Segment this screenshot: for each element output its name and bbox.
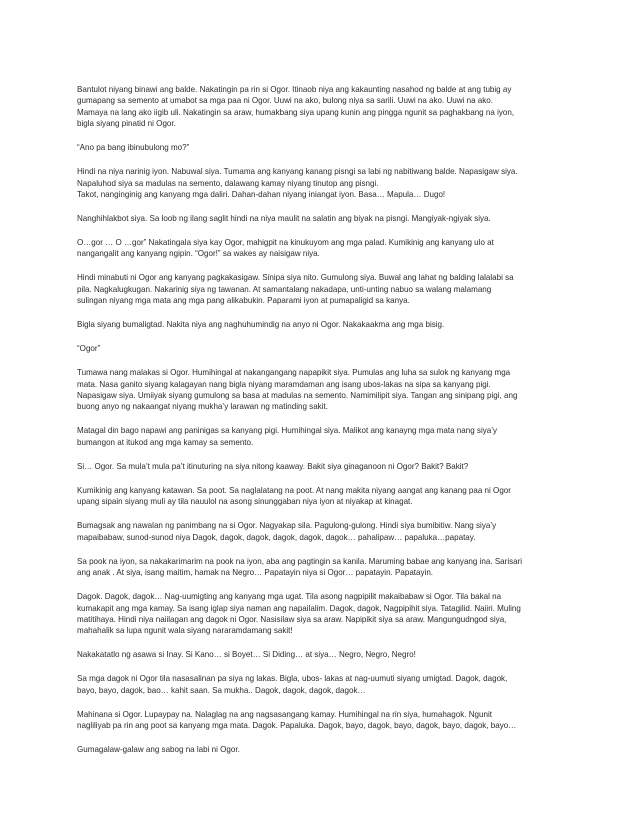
text-line: “Ogor” [77, 344, 101, 354]
text-line: mata. Nasa ganito siyang kalagayan nang bigla niyang maramdaman ang isang ubos-lakas na sipa sa kanyang pigi. [77, 379, 491, 389]
text-line: bayo, bayo, dagok, bao… kahit saan. Sa mukha.. Dagok, dagok, dagok, dagok… [77, 685, 366, 695]
text-line: Bumagsak ang nawalan ng panimbang na si Ogor. Nagyakap sila. Pagulong-gulong. Hindi siya bumibitiw. Nang siya’y [77, 521, 497, 531]
paragraph [77, 237, 563, 260]
text-line: mahahalik sa lupa ngunit wala siyang nararamdamang sakit! [77, 626, 293, 636]
text-line: ang anak . At siya, isang maitim, hamak na Negro… Papatayin niya si Ogor… papatayin. Papatayin. [77, 568, 434, 578]
text-line: nagliliyab pa rin ang poot sa kanyang mga mata. Dagok. Papaluka. Dagok, bayo, dagok, bayo, dagok, bayo, dagok, bayo… [77, 721, 517, 731]
paragraph [77, 744, 563, 755]
paragraph [77, 520, 563, 543]
paragraph [77, 556, 563, 579]
paragraph [77, 461, 563, 472]
paragraph [77, 485, 563, 508]
paragraph [77, 84, 563, 130]
text-line: “Ano pa bang ibinubulong mo?” [77, 143, 190, 153]
text-line: Gumagalaw-galaw ang sabog na labi ni Ogor. [77, 745, 240, 755]
text-line: Sa pook na iyon, sa nakakarimarim na pook na iyon, aba ang pagtingin sa kanila. Maruming babae ang kanyang ina. Sarisari [77, 556, 523, 566]
text-line: bumangon at itukod ang mga kamay sa semento. [77, 437, 254, 447]
text-line: mapaibabaw, sunod-sunod niya Dagok, dagok, dagok, dagok, dagok, dagok… pahalipaw… papaluka…papatay. [77, 532, 476, 542]
paragraph [77, 142, 563, 153]
text-line: Dagok. Dagok, dagok… Nag-uumigting ang kanyang mga ugat. Tila asong nagpipilit makaibabaw si Ogor. Tila bakal na [77, 592, 502, 602]
text-line: Tumawa nang malakas si Ogor. Humihingal at nakangangang napapikit siya. Pumulas ang luha sa sulok ng kanyang mga [77, 368, 511, 378]
text-line: nangangalit ang kanyang ngipin. “Ogor!” sa wakes ay naisigaw niya. [77, 249, 320, 259]
text-line: bigla siyang pinatid ni Ogor. [77, 119, 176, 129]
text-line: Napasigaw siya. Umiiyak siyang gumulong sa basa at madulas na semento. Namimilipit siya. Tangan ang sinipang pigi, ang [77, 391, 518, 401]
paragraph [77, 649, 563, 660]
paragraph [77, 343, 563, 354]
text-line: kumakapit ang mga kamay. Sa isang iglap siya naman ang napailalim. Dagok, dagok, Nagpipihit siya. Tatagilid. Naiiri. Muling [77, 603, 521, 613]
text-line: Bigla siyang bumaligtad. Nakita niya ang naghuhumindig na anyo ni Ogor. Nakakaakma ang mga bisig. [77, 320, 445, 330]
paragraph [77, 591, 563, 637]
paragraph [77, 367, 563, 413]
document-page [77, 84, 563, 768]
paragraph [77, 425, 563, 448]
text-line: buong anyo ng nakaangat niyang mukha’y larawan ng matinding sakit. [77, 402, 328, 412]
paragraph [77, 673, 563, 696]
text-line: Si… Ogor. Sa mula’t mula pa’t itinuturing na siya nitong kaaway. Bakit siya ginaganoon ni Ogor? Bakit? Bakit? [77, 461, 469, 471]
paragraph [77, 272, 563, 306]
text-line: gumapang sa semento at umabot sa mga paa ni Ogor. Uuwi na ako, bulong niya sa sarili. Uuwi na ako. Uuwi na ako. [77, 96, 493, 106]
text-line: Mamaya na lang ako iigib uli. Nakatingin sa araw, humakbang siya upang kunin ang pingga ngunit sa paghakbang na iyon, [77, 107, 515, 117]
text-line: Mahinana si Ogor. Lupaypay na. Nalaglag na ang nagsasangang kamay. Humihingal na rin siya, humahagok. Ngunit [77, 709, 492, 719]
text-line: matitihaya. Hindi niya naiilagan ang dagok ni Ogor. Nasisilaw siya sa araw. Napipikit siya sa araw. Mangungudngod siya, [77, 614, 507, 624]
text-line: Kumikinig ang kanyang katawan. Sa poot. Sa naglalatang na poot. At nang makita niyang aangat ang kanang paa ni Ogor [77, 485, 511, 495]
text-line: Bantulot niyang binawi ang balde. Nakatingin pa rin si Ogor. Itinaob niya ang kakaunting nasahod ng balde at ang tubig ay [77, 85, 512, 94]
paragraph [77, 319, 563, 330]
text-line: Takot, nanginginig ang kanyang mga daliri. Dahan-dahan niyang iniangat iyon. Basa… Mapula… Dugo! [77, 190, 446, 200]
text-line: Sa mga dagok ni Ogor tila nasasalinan pa siya ng lakas. Bigla, ubos- lakas at nag-uumuti siyang umigtad. Dagok, dagok, [77, 674, 508, 684]
text-line: Napaluhod siya sa madulas na semento, dalawang kamay niyang tinutop ang pisngi. [77, 178, 379, 188]
text-line: O…gor … O …gor” Nakatingala siya kay Ogor, mahigpit na kinukuyom ang mga palad. Kumikinig ang kanyang ulo at [77, 238, 494, 248]
text-line: Nanghihlakbot siya. Sa loob ng ilang saglit hindi na niya maulit na salatin ang biyak na pisngi. Mangiyak-ngiyak siya. [77, 214, 491, 224]
text-line: Matagal din bago napawi ang paninigas sa kanyang pigi. Humihingal siya. Malikot ang kanayng mga mata nang siya’y [77, 426, 498, 436]
paragraph [77, 166, 563, 200]
text-line: sulingan niyang mga mata ang mga pang alikabukin. Paparami iyon at pumapaligid sa kanya. [77, 296, 410, 306]
paragraph [77, 709, 563, 732]
text-line: Hindi na niya narinig iyon. Nabuwal siya. Tumama ang kanyang kanang pisngi sa labi ng nabitiwang balde. Napasigaw siya. [77, 167, 518, 177]
paragraph [77, 213, 563, 224]
text-line: upang sipain siyang muli ay tila nauulol na asong sinunggaban niya iyon at niyakap at kinagat. [77, 497, 413, 507]
text-line: Nakakatatlo ng asawa si Inay. Si Kano… si Boyet… Si Diding… at siya… Negro, Negro, Negro! [77, 650, 416, 660]
text-line: Hindi minabuti ni Ogor ang kanyang pagkakasigaw. Sinipa siya nito. Gumulong siya. Buwal ang lahat ng balding lalalabi sa [77, 273, 514, 283]
text-line: pila. Nagkalugkugan. Nakarinig siya ng tawanan. At samantalang nakadapa, unti-unting nabuo sa walang malamang [77, 284, 492, 294]
